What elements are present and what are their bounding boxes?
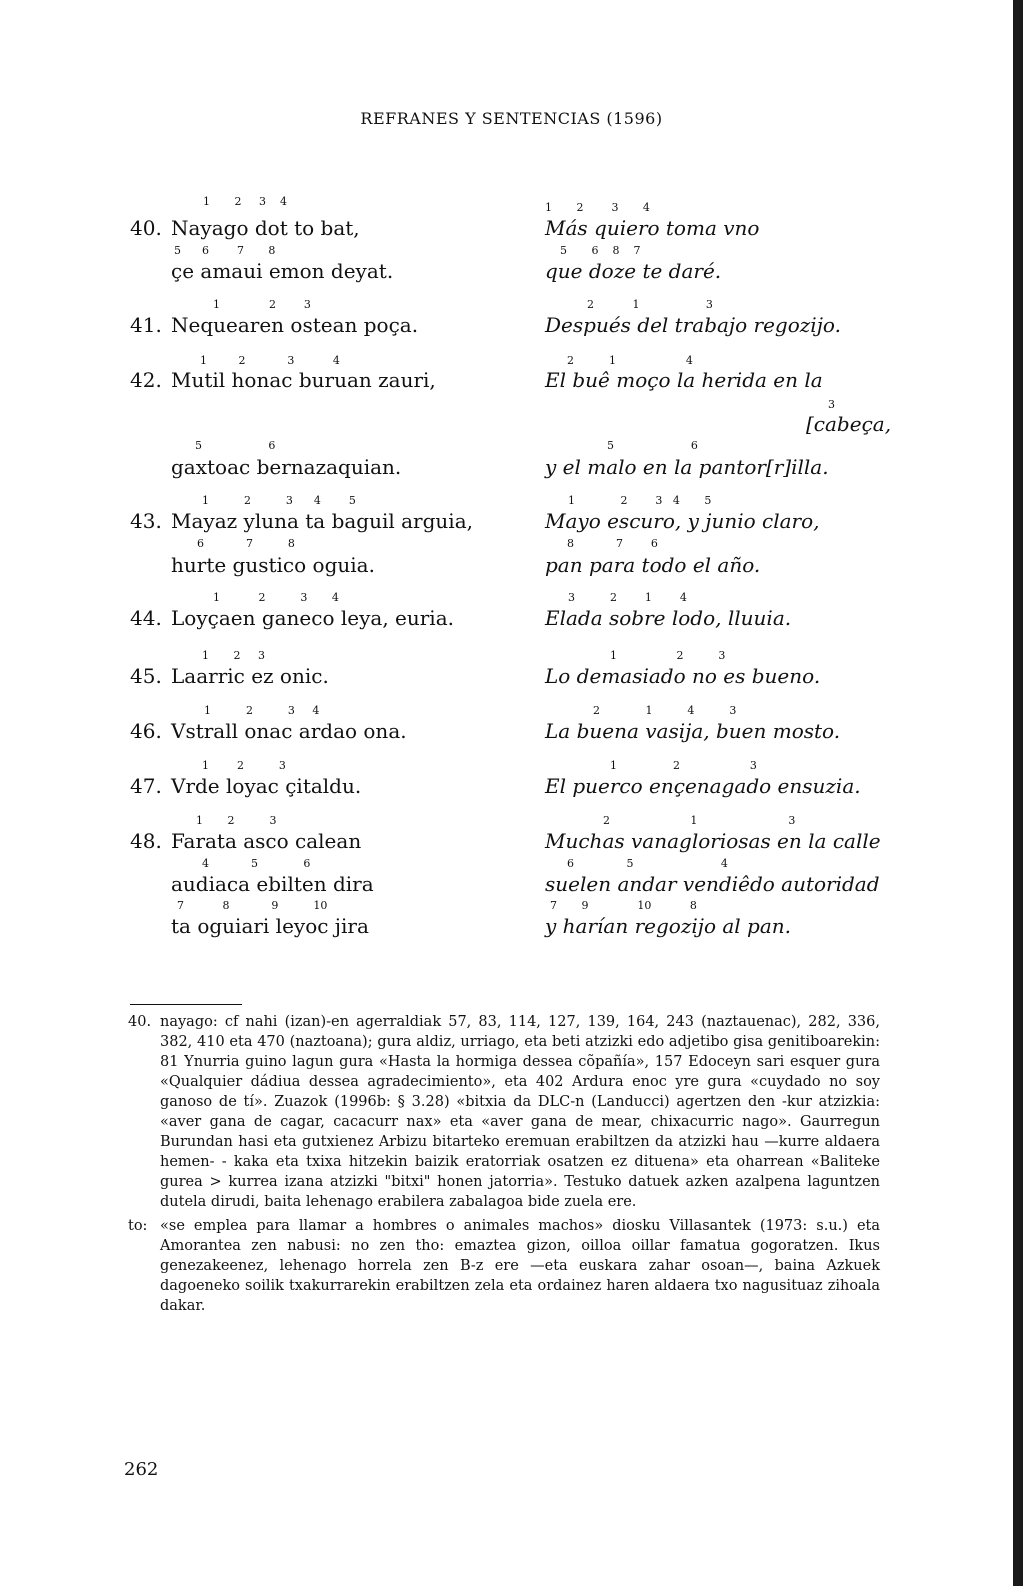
page-edge	[1013, 0, 1023, 1586]
numbering-bq-40-1: 1 2 3 4	[203, 195, 287, 208]
entry-40-es-line-2: que doze te daré.	[545, 259, 722, 283]
entry-46-number: 46.	[130, 719, 162, 743]
entry-42-es-line-1: El buê moço la herida en la	[545, 368, 823, 392]
entry-45-es-line-1: Lo demasiado no es bueno.	[545, 664, 821, 688]
page-number: 262	[124, 1459, 159, 1480]
entry-45-number: 45.	[130, 664, 162, 688]
entry-42-bq-line-1: Mutil honac buruan zauri,	[171, 368, 436, 392]
numbering-es-41: 2 1 3	[587, 298, 713, 311]
entry-48-es-line-3: y harían regozijo al pan.	[545, 914, 791, 938]
entry-43-es-line-1: Mayo escuro, y junio claro,	[545, 509, 820, 533]
entry-43-number: 43.	[130, 509, 162, 533]
entry-41-number: 41.	[130, 313, 162, 337]
entry-43-bq-line-1: Mayaz yluna ta baguil arguia,	[171, 509, 473, 533]
entry-40-number: 40.	[130, 216, 162, 240]
entry-48-bq-line-3: ta oguiari leyoc jira	[171, 914, 369, 938]
running-title: REFRANES Y SENTENCIAS (1596)	[360, 109, 663, 128]
entry-47-es-line-1: El puerco ençenagado ensuzia.	[545, 774, 861, 798]
numbering-es-48-3: 7 9 10 8	[550, 899, 697, 912]
numbering-es-48-1: 2 1 3	[603, 814, 796, 827]
numbering-es-47: 1 2 3	[610, 759, 757, 772]
footnote-rule	[130, 1004, 242, 1005]
entry-46-es-line-1: La buena vasija, buen mosto.	[545, 719, 841, 743]
numbering-es-48-2: 6 5 4	[567, 857, 728, 870]
numbering-bq-45: 1 2 3	[202, 649, 265, 662]
entry-48-bq-line-2: audiaca ebilten dira	[171, 872, 374, 896]
footnote-40	[128, 1012, 880, 1212]
numbering-bq-41: 1 2 3	[213, 298, 311, 311]
entry-44-bq-line-1: Loyçaen ganeco leya, euria.	[171, 606, 454, 630]
entry-43-es-line-2: pan para todo el año.	[545, 553, 761, 577]
footnotes	[128, 1012, 880, 1320]
entry-41-es-line-1: Después del trabajo regozijo.	[545, 313, 841, 337]
entry-41-bq-line-1: Nequearen ostean poça.	[171, 313, 419, 337]
numbering-es-40-1: 1 2 3 4	[545, 201, 650, 214]
numbering-es-42-3: 5 6	[607, 439, 698, 452]
entry-42-es-line-3: y el malo en la pantor[r]illa.	[545, 455, 829, 479]
footnote-40-text: nayago: cf nahi (izan)-en agerraldiak 57, 83, 114, 127, 139, 164, 243 (naztauenac), 282, 336, 382, 410 eta 470 (naztoana); gura aldiz, urriago, eta beti atzizki edo adjetibo gisa genitiboarekin: 81 Ynurria guino lagun gura «Hasta la hormiga dessea cõpañía», 157 Edoceyn sari esquer gura «Qualquier dádiua dessea agradecimiento», eta 402 Ardura enoc yre gura «cuydado no soy ganoso de tí». Zuazok (1996b: § 3.28) «bitxia da DLC-n (Landucci) agertzen den -kur atzizkia: «aver gana de cagar, cacacurr nax» eta «aver gana de mear, chixacurric nago». Gaurregun Burundan hasi eta gutxienez Arbizu bitarteko eremuan erabiltzen da atzizki hau —kurre aldaera hemen- - kaka eta txixa hitzekin baizik eratorriak osatzen ez dituena» eta oharrean «Baliteke gurea > kurrea izana atzizki "bitxi" honen jatorria». Testuko datuek azken azalpena laguntzen dutela dirudi, baita lehenago erabilera zabalagoa bide zuela ere.	[160, 1014, 880, 1210]
numbering-es-43-2: 8 7 6	[567, 537, 658, 550]
numbering-bq-42-1: 1 2 3 4	[200, 354, 340, 367]
numbering-bq-40-2: 5 6 7 8	[174, 244, 276, 257]
numbering-es-42-2: 3	[828, 398, 835, 411]
numbering-es-42-1: 2 1 4	[567, 354, 693, 367]
numbering-es-45: 1 2 3	[610, 649, 726, 662]
entry-40-bq-line-1: Nayago dot to bat,	[171, 216, 360, 240]
numbering-es-40-2: 5 6 8 7	[560, 244, 641, 257]
entry-40-es-line-1: Más quiero toma vno	[545, 216, 760, 240]
entry-42-number: 42.	[130, 368, 162, 392]
entry-46-bq-line-1: Vstrall onac ardao ona.	[171, 719, 407, 743]
footnote-to	[128, 1216, 880, 1316]
entry-48-bq-line-1: Farata asco calean	[171, 829, 362, 853]
footnote-to-label: to:	[128, 1218, 148, 1234]
numbering-bq-42-2: 5 6	[195, 439, 276, 452]
entry-47-number: 47.	[130, 774, 162, 798]
entry-43-bq-line-2: hurte gustico oguia.	[171, 553, 375, 577]
entry-47-bq-line-1: Vrde loyac çitaldu.	[171, 774, 362, 798]
numbering-bq-46: 1 2 3 4	[204, 704, 320, 717]
footnote-40-label: 40.	[128, 1014, 152, 1030]
entry-44-es-line-1: Elada sobre lodo, lluuia.	[545, 606, 792, 630]
entry-44-number: 44.	[130, 606, 162, 630]
numbering-bq-44: 1 2 3 4	[213, 591, 339, 604]
entry-42-bq-line-2: gaxtoac bernazaquian.	[171, 455, 402, 479]
entry-48-es-line-2: suelen andar vendiêdo autoridad	[545, 872, 880, 896]
numbering-es-46: 2 1 4 3	[593, 704, 737, 717]
entry-42-es-line-2: [cabeça,	[806, 412, 892, 436]
entry-45-bq-line-1: Laarric ez onic.	[171, 664, 329, 688]
footnote-to-text: «se emplea para llamar a hombres o animales machos» diosku Villasantek (1973: s.u.) eta Amorantea zen nabusi: no zen tho: emaztea gizon, oilloa oillar famatua gogoratzen. Ikus genezakeenez, lehenago horrela zen B-z ere —eta euskara zahar osoan—, baina Azkuek dagoeneko soilik txakurrarekin erabiltzen zela eta ordainez haren aldaera txo nagusituaz zihoala dakar.	[160, 1218, 880, 1314]
numbering-bq-47: 1 2 3	[202, 759, 286, 772]
entry-40-bq-line-2: çe amaui emon deyat.	[171, 259, 394, 283]
numbering-bq-48-3: 7 8 9 10	[177, 899, 328, 912]
numbering-es-44: 3 2 1 4	[568, 591, 687, 604]
entry-48-number: 48.	[130, 829, 162, 853]
numbering-bq-48-2: 4 5 6	[202, 857, 311, 870]
entry-48-es-line-1: Muchas vanagloriosas en la calle	[545, 829, 881, 853]
numbering-bq-43-2: 6 7 8	[197, 537, 295, 550]
numbering-bq-48-1: 1 2 3	[196, 814, 277, 827]
numbering-bq-43-1: 1 2 3 4 5	[202, 494, 356, 507]
numbering-es-43-1: 1 2 3 4 5	[568, 494, 712, 507]
